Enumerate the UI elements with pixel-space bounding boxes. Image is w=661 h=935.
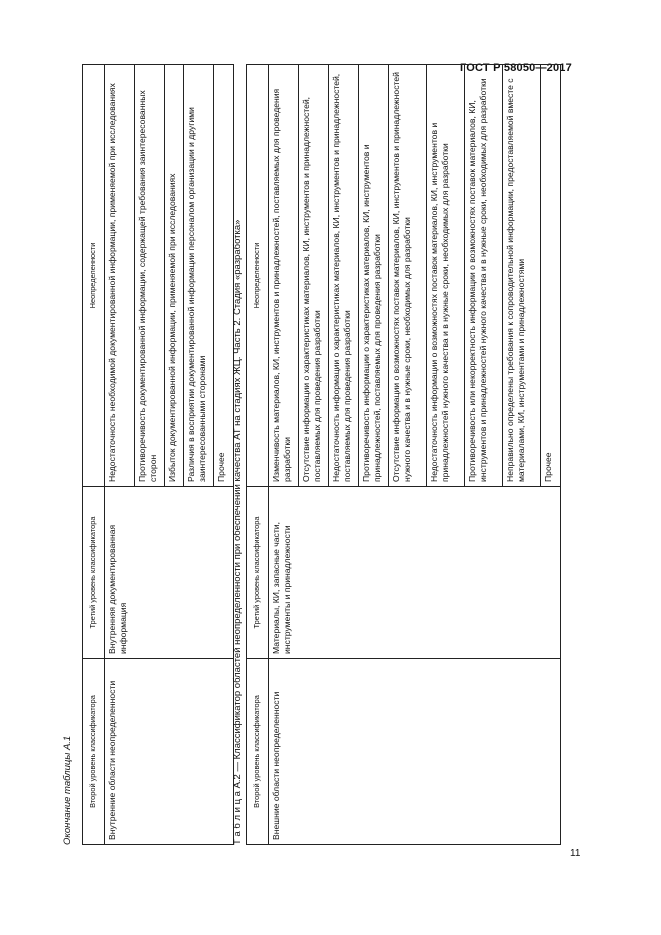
standard-number-header: ГОСТ Р 58050—2017: [460, 62, 572, 74]
table-row: [269, 65, 299, 845]
column-header-level2: Второй уровень классификатора: [247, 659, 269, 845]
level3-cell: Материалы, КИ, запасные части, инструменты и принадлежности: [269, 487, 561, 659]
uncertainty-cell: Отсутствие информации о возможностях поставок материалов, КИ, инструментов и принадлежностей нужного качества и в нужные сроки, необходимых для разработки: [389, 65, 427, 487]
table-a1-end: [82, 64, 234, 845]
level2-cell: Внешние области неопределенности: [269, 659, 561, 845]
table-row: [105, 65, 135, 845]
uncertainty-cell: Недостаточность информации о характеристиках материалов, КИ, инструментов и принадлежностей, поставляемых для проведения разработки: [329, 65, 359, 487]
uncertainty-cell: Недостаточность необходимой документированной информации, применяемой при исследованиях: [105, 65, 135, 487]
uncertainty-cell: Противоречивость информации о характеристиках материалов, КИ, инструментов и принадлежностей, поставляемых для проведения разработки: [359, 65, 389, 487]
uncertainty-cell: Неправильно определены требования к сопроводительной информации, предоставляемой вместе с материалами, КИ, инструментами и принадлежностями: [503, 65, 541, 487]
column-header-level3: Третий уровень классификатора: [83, 487, 105, 659]
uncertainty-cell: Различия в восприятии документированной информации персоналом организации и другими заинтересованными сторонами: [184, 65, 214, 487]
uncertainty-cell: Избыток документированной информации, применяемой при исследованиях: [165, 65, 184, 487]
uncertainty-cell: Прочее: [214, 65, 234, 487]
column-header-uncertainties: Неопределенности: [83, 65, 105, 487]
rotated-content: [62, 65, 584, 845]
level3-cell: Внутренняя документированная информация: [105, 487, 234, 659]
table-header-row: [83, 65, 105, 845]
level2-cell: Внутренние области неопределенности: [105, 659, 234, 845]
column-header-uncertainties: Неопределенности: [247, 65, 269, 487]
uncertainty-cell: Отсутствие информации о характеристиках материалов, КИ, инструментов и принадлежностей, поставляемых для проведения разработки: [299, 65, 329, 487]
column-header-level3: Третий уровень классификатора: [247, 487, 269, 659]
uncertainty-cell: Прочее: [541, 65, 561, 487]
uncertainty-cell: Недостаточность информации о возможностях поставок материалов, КИ, инструментов и принадлежностей нужного качества и в нужные сроки, необходимых для разработки: [427, 65, 465, 487]
column-header-level2: Второй уровень классификатора: [83, 659, 105, 845]
table-header-row: [247, 65, 269, 845]
table-a2: [246, 64, 561, 845]
page-number: 11: [570, 848, 581, 859]
table1-continuation-caption: Окончание таблицы А.1: [62, 735, 73, 845]
table2-caption: Т а б л и ц а А.2 — Классификатор областей неопределенности при обеспечении качества АТ на стадиях ЖЦ. Часть 2. Стадия «разработка»: [232, 219, 243, 845]
uncertainty-cell: Противоречивость или некорректность информации о возможностях поставок материалов, КИ, инструментов и принадлежностей нужного качества и в нужные сроки, необходимых для разработки: [465, 65, 503, 487]
uncertainty-cell: Изменчивость материалов, КИ, инструментов и принадлежностей, поставляемых для проведения разработки: [269, 65, 299, 487]
uncertainty-cell: Противоречивость документированной информации, содержащей требования заинтересованных сторон: [135, 65, 165, 487]
